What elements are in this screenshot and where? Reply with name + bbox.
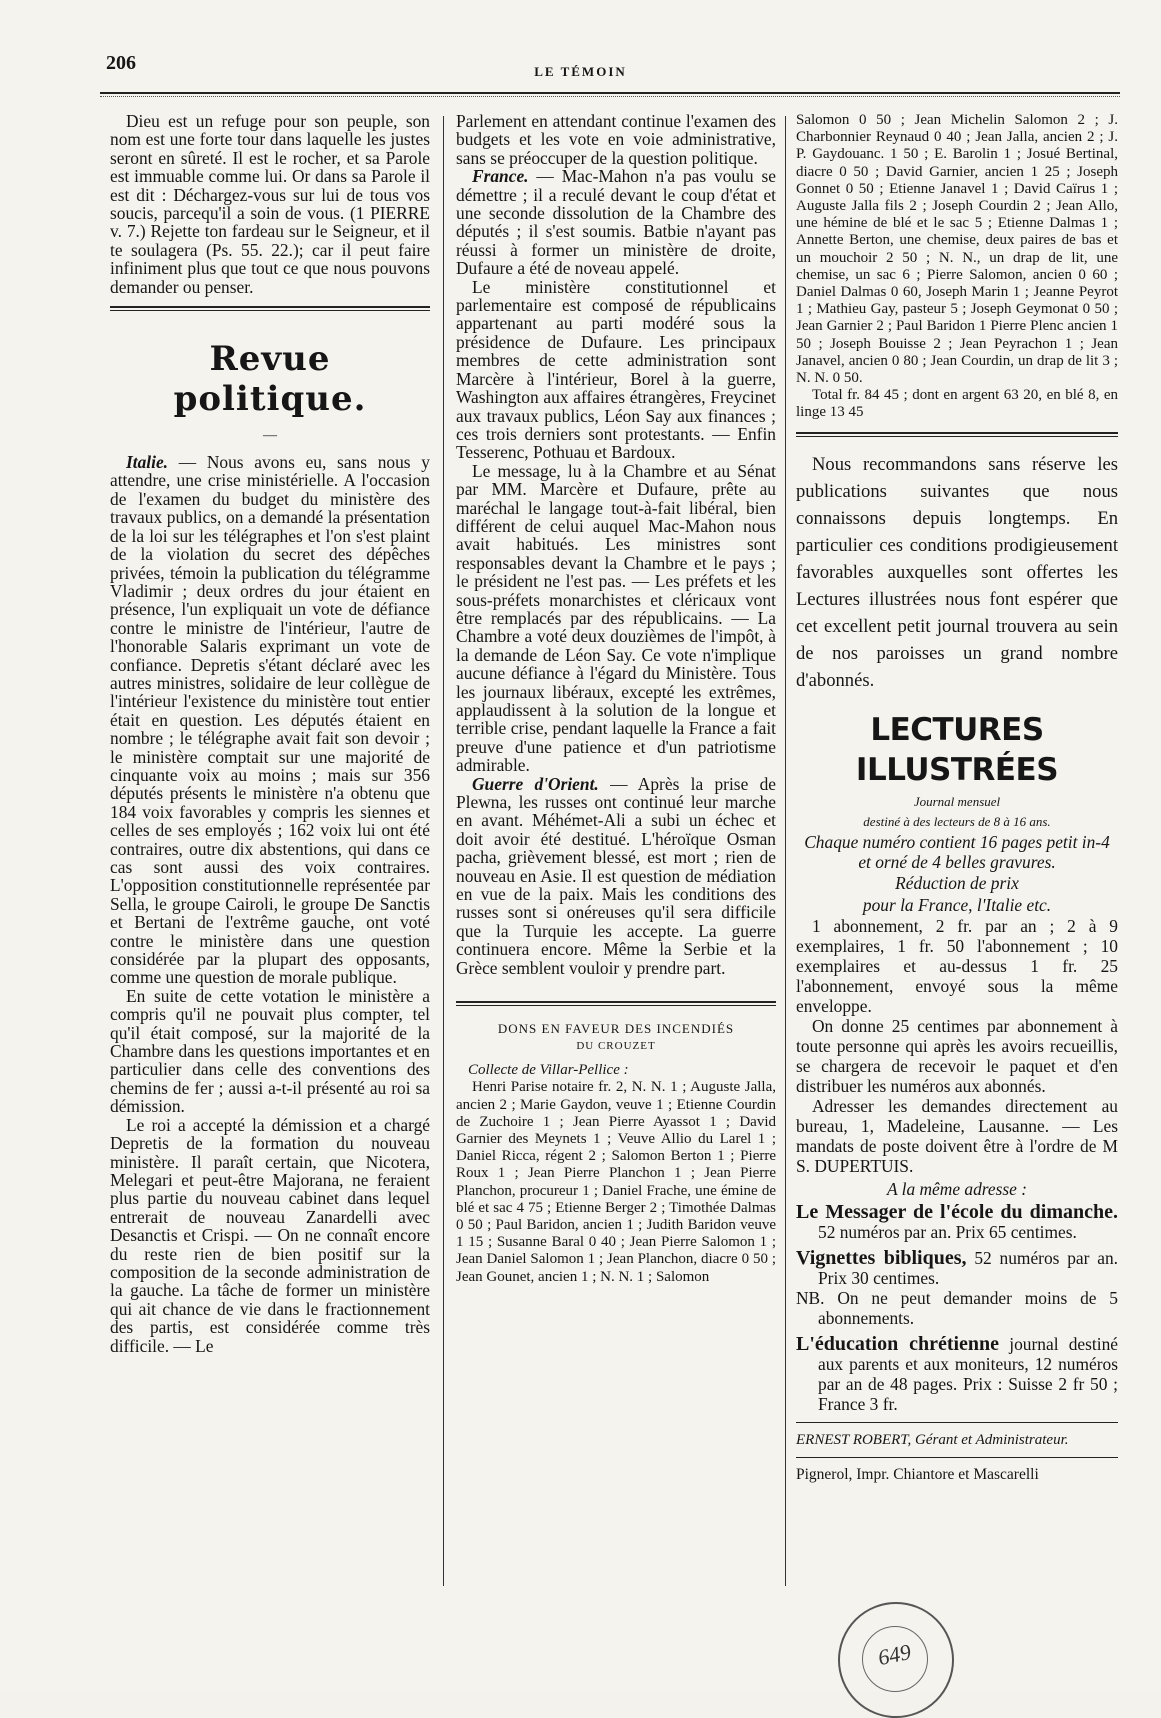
dons-subtitle: DU CROUZET <box>576 1040 656 1053</box>
section-rule <box>110 306 430 311</box>
header-rule-dotted <box>100 96 1120 97</box>
france-paragraph-1 <box>456 167 776 277</box>
parlement-paragraph: Parlement en attendant continue l'examen des budgets et les vote en voie administrative, sans se préoccuper de la question politique. <box>456 111 776 168</box>
destine-line: destiné à des lecteurs de 8 à 16 ans. <box>863 813 1051 829</box>
messager-text: 52 numéros par an. Prix 65 centimes. <box>818 1221 1077 1242</box>
intro-paragraph: Dieu est un refuge pour son peuple, son nom est une forte tour dans laquelle les justes seront en sûreté. Il est le rocher, et sa Parole est immuable comme lui. Or dans sa Parole il est dit : Déchargez-vous sur lui de tous vos soucis, parcequ'il a soin de vous. (1 PIERRE v. 7.) Rejette ton fardeau sur le Seigneur, et il te soulagera (Ps. 55. 22.); car il peut faire infiniment plus que tout ce que nous pouvons demander ou penser. <box>110 111 430 297</box>
dons-title: DONS EN FAVEUR DES INCENDIÉS <box>497 1021 735 1037</box>
vignettes-title: Vignettes bibliques, <box>796 1246 967 1269</box>
italie-paragraph-2: En suite de cette votation le ministère a compris qu'il ne pouvait plus compter, tel qu'il était composé, sur la majorité de la Chambre dans les questions importantes et en particulier dans celle des conventions des chemins de fer ; aussi a-t-il présenté au roi sa démission. <box>110 985 430 1117</box>
france-paragraph-3: Le message, lu à la Chambre et au Sénat par MM. Marcère et Dufaure, prête au maréchal le langage tout-à-fait libéral, bien différent de celui auquel Mac-Mahon nous avait habitués. Les ministres sont responsables devant la Chambre et le pays ; le président ne l'est pas. — Les préfets et les sous-préfets monarchistes et cléricaux vont être remplacés par des républicains. — La Chambre a voté deux douzièmes de l'impôt, à la demande de Léon Say. Ce vote n'implique aucune défiance à l'égard du Ministère. Tous les journaux libéraux, excepté les extrêmes, applaudissent à la solution de la longue et terrible crise, pendant laquelle la France a fait preuve d'une patience et d'un patriotisme admirable. <box>456 460 776 776</box>
vignettes-text: 52 numéros par an. Prix 30 centimes. <box>818 1247 1119 1288</box>
page-number: 206 <box>106 52 136 74</box>
journal-mensuel: Journal mensuel <box>913 793 1001 809</box>
recommend-paragraph: Nous recommandons sans réserve les publications suivantes que nous connaissons depuis longtemps. En particulier ces conditions prodigieusement favorables auxquelles sont offertes les Lectures illustrées nous font espérer que cet excellent petit journal trouvera au sein de nos paroisses un grand nombre d'abonnés. <box>796 453 1118 691</box>
dons-total: Total fr. 84 45 ; dont en argent 63 20, en blé 8, en linge 13 45 <box>796 387 1118 421</box>
heading-dash: — <box>263 428 277 444</box>
imprimeur-rule <box>796 1457 1118 1458</box>
gerant-line: ERNEST ROBERT, Gérant et Administrateur. <box>796 1431 1069 1448</box>
education-title: L'éducation chrétienne <box>796 1332 1000 1355</box>
italie-paragraph-3: Le roi a accepté la démission et a chargé Depretis de la formation du nouveau ministère. Il paraît certain, que Nicotera, Melegari et peut-être Majorana, ne feraient plus partie du nouveau cabinet dans lequel entrerait de nouveau Zanardelli avec Desanctis et Crispi. — On ne connaît encore du reste rien de bien positif sur la composition de la seconde administration de la gauche. La tâche de former un ministère qui ait chance de vie dans le fractionnement des partis, est considérée comme très difficile. — Le <box>110 1114 430 1356</box>
revue-politique-heading: Revue politique. <box>173 339 367 420</box>
gerant-rule <box>796 1422 1118 1423</box>
italie-text-1: — Nous avons eu, sans nous y attendre, une crise ministérielle. A l'occasion de l'examen du budget du ministère des travaux publics, on a demandé la présentation de la loi sur les télégraphes et l'on s'est plaint de la violation du secret des dépêches privées, témoin la publication du télégramme Vladimir ; deux ordres du jour étaient en présence, l'un expliquait un vote de défiance contre le ministre de l'intérieur, l'autre de l'honorable Salaris exprimant un vote de confiance. Depretis s'étant déclaré avec les autres ministres, solidaire de leur collègue de l'intérieur l'existence du ministère tout entier était en question. Les députés étaient en nombre ; le télégraphe avait fait son devoir ; le ministère comptait sur une majorité de cinquante voix au moins ; mais sur 356 députés présents le ministère n'a obtenu que 184 voix favorables y compris les siennes et celles de ses employés ; 162 voix lui ont été contraires, outre dix abstentions, qui dans ce cas sont aussi des voix contraires. L'opposition constitutionnelle représentée par Sella, le groupe Cairoli, le groupe De Sanctis et Bertani de l'extrême gauche, ont voté contre le ministère dans une question considérée par la plupart des opposants, comme une question de morale publique. <box>110 452 430 988</box>
header-rule <box>100 92 1120 94</box>
education-text: journal destiné aux parents et aux moniteurs, 12 numéros par an de 48 pages. Prix : Suisse 2 fr 50 ; France 3 fr. <box>818 1333 1118 1414</box>
adresser-paragraph: Adresser les demandes directement au bureau, 1, Madeleine, Lausanne. — Les mandats de poste doivent être à l'ordre de M S. DUPERTUIS. <box>796 1095 1118 1176</box>
france-paragraph-2: Le ministère constitutionnel et parlementaire est composé de républicains appartenant au parti modéré sous la présidence de Dufaure. Les principaux membres de cette administration sont Marcère à l'intérieur, Borel à la guerre, Washington aux affaires étrangères, Freycinet aux travaux publics, Léon Say aux finances ; ces trois derniers sont protestants. — Enfin Tesserenc, Pothuau et Bardoux. <box>456 276 776 463</box>
vignettes-entry <box>796 1248 1118 1288</box>
education-entry <box>796 1334 1118 1414</box>
stamp-number: 649 <box>875 1638 914 1671</box>
recommend-rule <box>796 432 1118 437</box>
imprimeur-line: Pignerol, Impr. Chiantore et Mascarelli <box>796 1465 1039 1483</box>
lectures-illustrees-title: LECTURES ILLUSTRÉES <box>855 711 1059 788</box>
column-1 <box>110 112 430 1355</box>
guerre-text: — Après la prise de Plewna, les russes ont continué leur marche en avant. Méhémet-Ali a subi un échec et doit avoir été destitué. L'héroïque Osman pacha, grièvement blessé, est mort ; rien de nouveau en Asie. Il est question de médiation en vue de la paix. Mais les conditions des russes sont si onéreuses qu'il sera difficile que la Turquie les accepte. La guerre continuera encore. Même la Serbie et la Grèce semblent vouloir y prendre part. <box>456 773 777 978</box>
nb-note: NB. On ne peut demander moins de 5 abonnements. <box>796 1287 1118 1328</box>
france-label: France. <box>472 166 529 187</box>
collecte-heading: Collecte de Villar-Pellice : <box>468 1062 629 1079</box>
column-3 <box>796 112 1118 1484</box>
pour-la-france: pour la France, l'Italie etc. <box>862 894 1052 915</box>
guerre-paragraph <box>456 775 776 977</box>
column-2 <box>456 112 776 1286</box>
dons-list-continued: Salomon 0 50 ; Jean Michelin Salomon 2 ; J. Charbonnier Reynaud 0 40 ; Jean Jalla, ancien 2 ; J. P. Gaydouanc. 1 50 ; E. Barolin 1 ; Josué Bertinal, diacre 0 50 ; David Garnier, ancien 1 25 ; Joseph Gonnet 0 50 ; Etienne Janavel 1 ; David Caïrus 1 ; Auguste Jalla fils 2 ; Joseph Courdin 2 ; Jean Allo, une hémine de blé et le sac 5 ; Etienne Dalmas 1 ; Annette Berton, une chemise, deux paires de bas et un mouchoir 2 50 ; N. N., un drap de lit, une chemise, un sac 6 ; Pierre Salomon, ancien 0 60 ; Daniel Dalmas 0 60, Joseph Marin 1 ; Jeanne Peyrot 1 ; Mathieu Gay, pasteur 5 ; Joseph Geymonat 0 50 ; Jean Garnier 2 ; Paul Baridon 1 Pierre Plenc ancien 1 50 ; Joseph Bouisse 2 ; Jean Peyrachon 1 ; Jean Janavel, ancien 0 80 ; Jean Courdin, un drap de lit 3 ; N. N. 0 50. <box>796 112 1118 387</box>
messager-entry <box>796 1202 1118 1242</box>
dons-list: Henri Parise notaire fr. 2, N. N. 1 ; Auguste Jalla, ancien 2 ; Marie Gaydon, veuve 1 ; Etienne Courdin de Zuchoire 1 ; Jean Pierre Ayassot 1 ; David Garnier des Meynets 1 ; Veuve Allio du Larel 1 ; Daniel Ricca, régent 2 ; Salomon Berton 1 ; Pierre Roux 1 ; Jean Pierre Planchon 1 ; Jean Pierre Planchon, procureur 1 ; Daniel Frache, une émine de blé et sac 4 75 ; Etienne Berger 2 ; Timothée Dalmas 0 50 ; Paul Baridon, ancien 1 ; Judith Baridon veuve 1 15 ; Susanne Baral 0 40 ; Jean Pierre Salomon 1 ; Jean Daniel Salomon 1 ; Jean Planchon, diacre 0 50 ; Jean Gounet, ancien 1 ; N. N. 1 ; Salomon <box>456 1079 776 1285</box>
france-text-1: — Mac-Mahon n'a pas voulu se démettre ; il a reculé devant le coup d'état et une seconde dissolution de la Chambre des députés ; il s'est soumis. Batbie n'ayant pas réussi à former un ministère de droite, Dufaure a été de noveau appelé. <box>456 166 776 279</box>
tarifs-paragraph: 1 abonnement, 2 fr. par an ; 2 à 9 exemplaires, 1 fr. 50 l'abonnement ; 10 exemplaires et au-dessus 1 fr. 25 l'abonnement, envoyé sous la même enveloppe. <box>796 915 1118 1016</box>
italie-paragraph-1 <box>110 453 430 987</box>
column-divider-left <box>443 116 444 1586</box>
chaque-numero: Chaque numéro contient 16 pages petit in-4 et orné de 4 belles gravures. <box>804 831 1110 872</box>
dons-rule <box>456 1001 776 1006</box>
centimes-paragraph: On donne 25 centimes par abonnement à toute personne qui après les avoirs recueillis, se chargera de recevoir le paquet et d'en distribuer les numéros aux abonnés. <box>796 1015 1118 1096</box>
italie-label: Italie. <box>126 452 169 473</box>
reduction-de-prix: Réduction de prix <box>895 872 1019 893</box>
column-divider-right <box>785 116 786 1586</box>
guerre-label: Guerre d'Orient. <box>472 773 599 794</box>
meme-adresse: A la même adresse : <box>886 1178 1028 1199</box>
journal-title: LE TÉMOIN <box>534 64 627 79</box>
messager-title: Le Messager de l'école du dimanche. <box>796 1200 1118 1223</box>
